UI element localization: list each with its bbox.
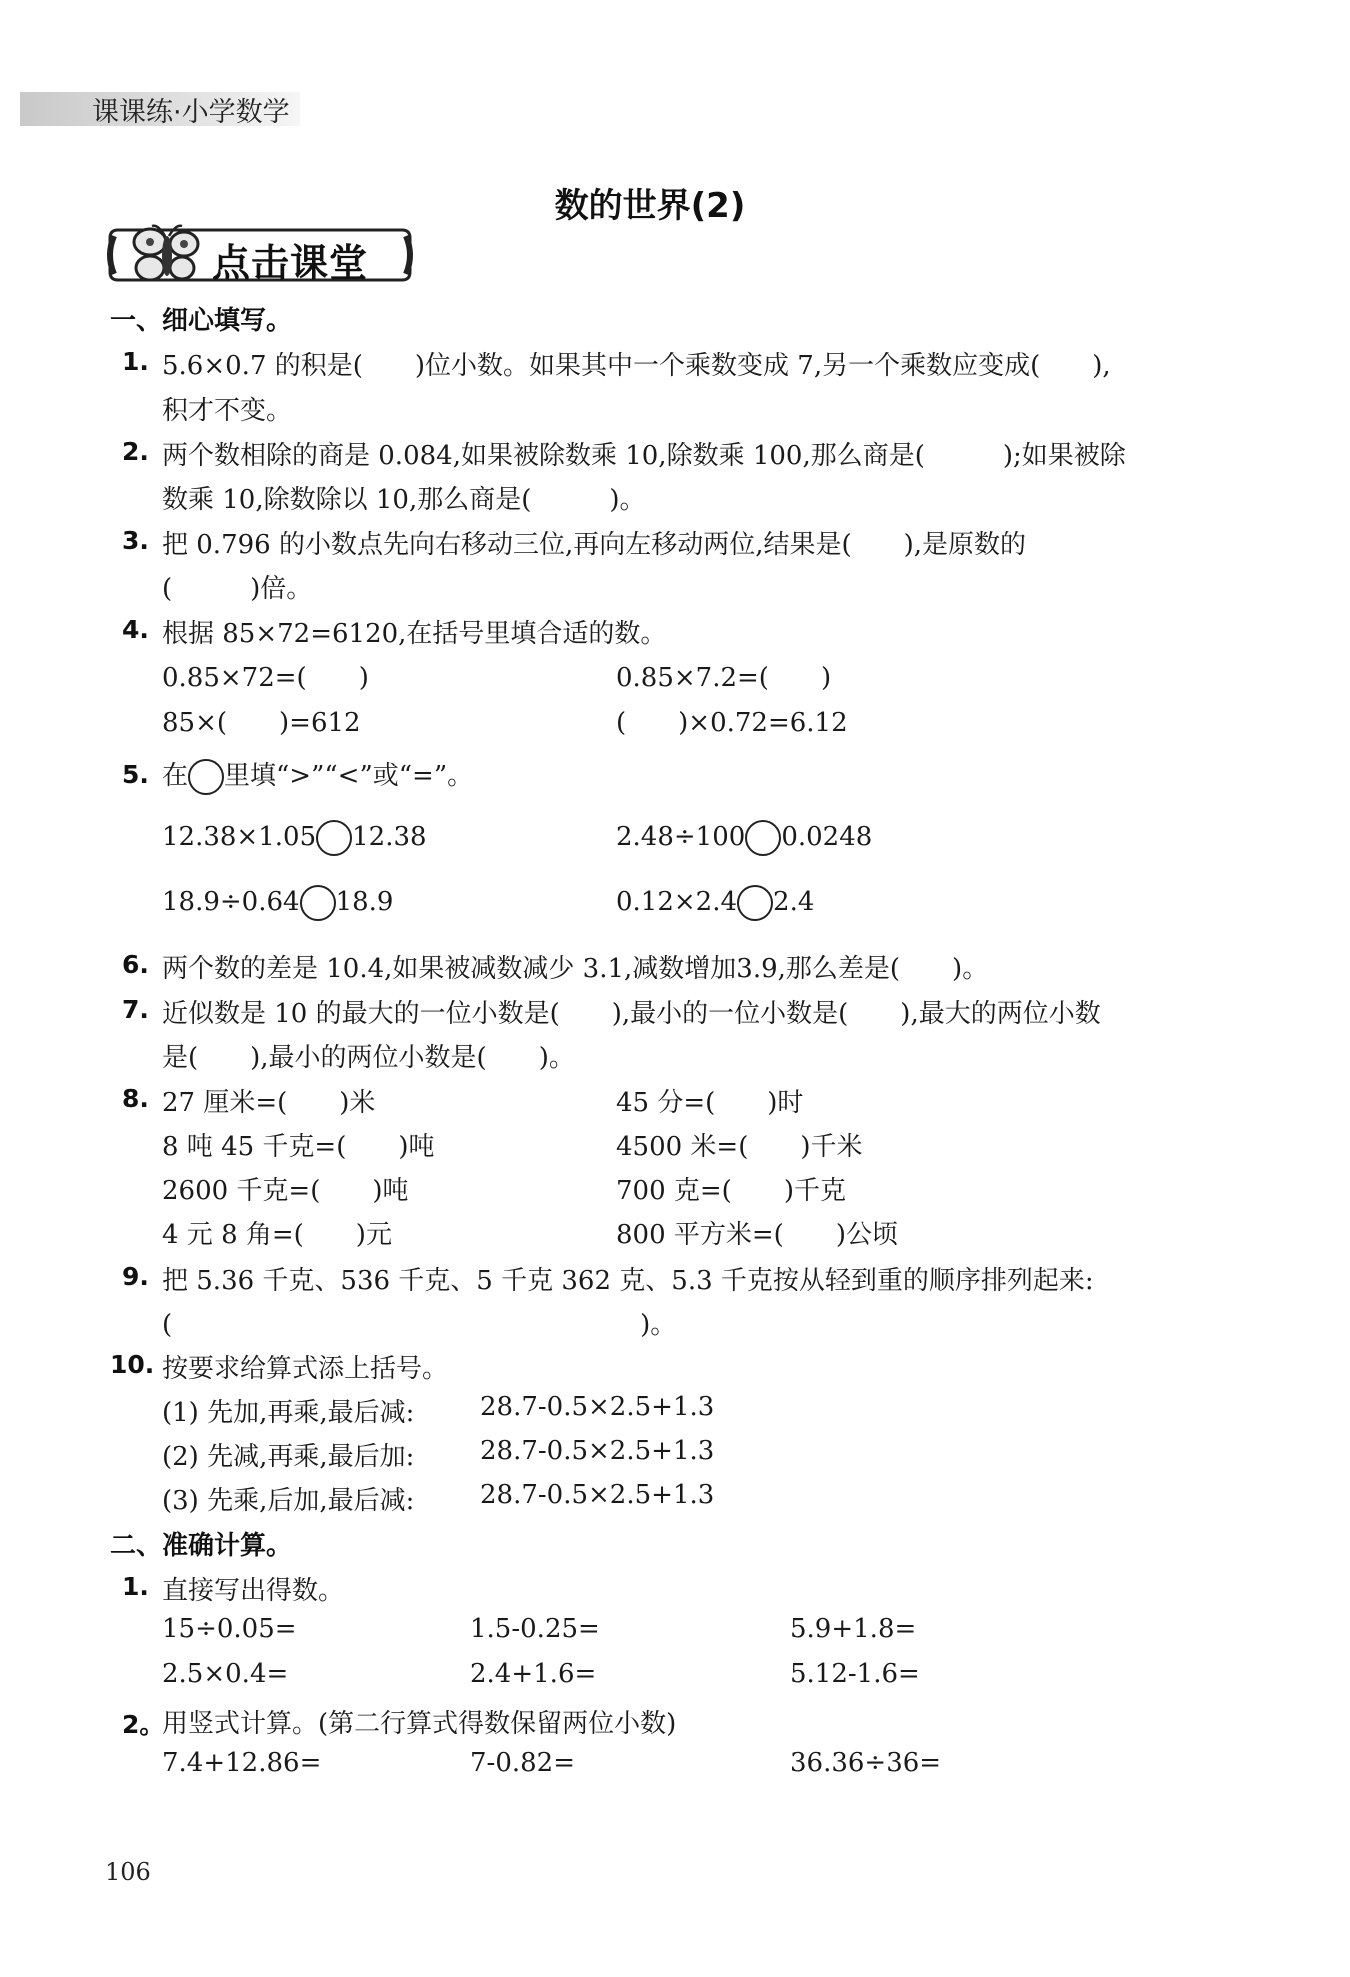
compare-circle-icon xyxy=(188,759,224,795)
conversion: 45 分=( )时 xyxy=(616,1088,804,1118)
question-text: 积才不变。 xyxy=(162,396,293,426)
comparison: 0.12×2.4 2.4 xyxy=(616,885,814,921)
page-title: 数的世界(2) xyxy=(554,186,746,226)
equation: ( )×0.72=6.12 xyxy=(616,708,848,738)
comparison: 12.38×1.05 12.38 xyxy=(162,820,427,856)
question-number: 4. xyxy=(122,615,149,644)
question-number: 2。 xyxy=(122,1710,165,1739)
question-text: ( )倍。 xyxy=(162,574,313,604)
question-text: 两个数相除的商是 0.084,如果被除数乘 10,除数乘 100,那么商是( );如果被除 xyxy=(162,441,1126,471)
calculation: 5.9+1.8= xyxy=(790,1614,917,1644)
question-text: 5.6×0.7 的积是( )位小数。如果其中一个乘数变成 7,另一个乘数应变成( ), xyxy=(162,351,1111,381)
question-number: 10. xyxy=(110,1350,155,1379)
expression: 28.7-0.5×2.5+1.3 xyxy=(480,1436,715,1466)
question-number: 9. xyxy=(122,1262,149,1291)
conversion: 800 平方米=( )公顷 xyxy=(616,1220,898,1250)
calculation: 36.36÷36= xyxy=(790,1748,942,1778)
question-number: 1. xyxy=(122,1572,149,1601)
page-number: 106 xyxy=(105,1858,151,1886)
question-number: 8. xyxy=(122,1084,149,1113)
sub-question-label: (3) 先乘,后加,最后减: xyxy=(162,1486,415,1516)
question-text: 是( ),最小的两位小数是( )。 xyxy=(162,1043,575,1073)
sub-question-label: (1) 先加,再乘,最后减: xyxy=(162,1398,415,1428)
answer-blank: ( )。 xyxy=(162,1310,677,1340)
question-text: 近似数是 10 的最大的一位小数是( ),最小的一位小数是( ),最大的两位小数 xyxy=(162,999,1101,1029)
comparison: 18.9÷0.64 18.9 xyxy=(162,885,393,921)
conversion: 27 厘米=( )米 xyxy=(162,1088,376,1118)
conversion: 4 元 8 角=( )元 xyxy=(162,1220,392,1250)
calculation: 7.4+12.86= xyxy=(162,1748,322,1778)
question-text: 把 5.36 千克、536 千克、5 千克 362 克、5.3 千克按从轻到重的顺序排列起来: xyxy=(162,1266,1094,1296)
calculation: 5.12-1.6= xyxy=(790,1659,920,1689)
compare-circle-icon[interactable] xyxy=(316,820,352,856)
equation: 85×( )=612 xyxy=(162,708,361,738)
question-number: 6. xyxy=(122,950,149,979)
question-number: 2. xyxy=(122,437,149,466)
expression: 28.7-0.5×2.5+1.3 xyxy=(480,1480,715,1510)
question-text: 在 里填“>”“<”或“=”。 xyxy=(162,755,473,795)
question-text: 用竖式计算。(第二行算式得数保留两位小数) xyxy=(162,1709,677,1739)
equation: 0.85×7.2=( ) xyxy=(616,663,832,693)
compare-circle-icon[interactable] xyxy=(745,820,781,856)
compare-circle-icon[interactable] xyxy=(737,885,773,921)
question-text: 数乘 10,除数除以 10,那么商是( )。 xyxy=(162,485,646,515)
question-text: 根据 85×72=6120,在括号里填合适的数。 xyxy=(162,619,667,649)
conversion: 8 吨 45 千克=( )吨 xyxy=(162,1132,435,1162)
expression: 28.7-0.5×2.5+1.3 xyxy=(480,1392,715,1422)
question-number: 1. xyxy=(122,347,149,376)
question-text: 把 0.796 的小数点先向右移动三位,再向左移动两位,结果是( ),是原数的 xyxy=(162,530,1027,560)
conversion: 700 克=( )千克 xyxy=(616,1176,846,1206)
butterfly-icon xyxy=(128,222,206,288)
question-number: 7. xyxy=(122,995,149,1024)
banner-title: 点击课堂 xyxy=(212,241,369,285)
question-text: 按要求给算式添上括号。 xyxy=(162,1354,449,1384)
section-heading-1: 一、细心填写。 xyxy=(110,306,293,336)
calculation: 15÷0.05= xyxy=(162,1614,297,1644)
calculation: 2.5×0.4= xyxy=(162,1659,289,1689)
compare-circle-icon[interactable] xyxy=(300,885,336,921)
calculation: 7-0.82= xyxy=(470,1748,576,1778)
question-text: 直接写出得数。 xyxy=(162,1576,345,1606)
book-header: 课课练·小学数学 xyxy=(92,97,290,128)
equation: 0.85×72=( ) xyxy=(162,663,369,693)
calculation: 1.5-0.25= xyxy=(470,1614,600,1644)
section-heading-2: 二、准确计算。 xyxy=(110,1531,293,1561)
question-number: 3. xyxy=(122,526,149,555)
question-number: 5. xyxy=(122,760,149,789)
calculation: 2.4+1.6= xyxy=(470,1659,597,1689)
conversion: 2600 千克=( )吨 xyxy=(162,1176,409,1206)
sub-question-label: (2) 先减,再乘,最后加: xyxy=(162,1442,415,1472)
question-text: 两个数的差是 10.4,如果被减数减少 3.1,减数增加3.9,那么差是( )。 xyxy=(162,954,989,984)
conversion: 4500 米=( )千米 xyxy=(616,1132,863,1162)
comparison: 2.48÷100 0.0248 xyxy=(616,820,872,856)
